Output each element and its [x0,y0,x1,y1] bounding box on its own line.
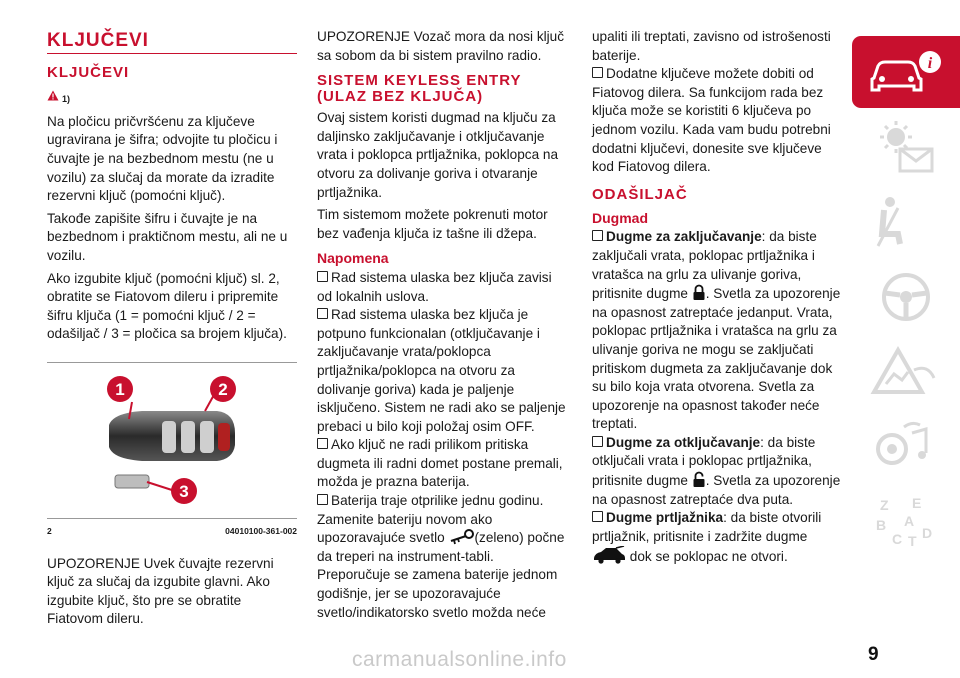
column-3 [592,28,842,567]
tab-warning[interactable] [852,336,960,408]
bullet-icon [592,511,603,522]
note-heading: Napomena [317,250,389,267]
page-number: 9 [868,644,879,665]
tab-media[interactable] [852,411,960,483]
callout-line [147,482,175,491]
bullet-text: Baterija traje otprilike jednu godinu. Zamenite bateriju novom ako upozoravajuće svetlo [317,493,544,546]
key-plate [115,475,149,488]
bullet-item [317,436,569,492]
svg-text:T: T [908,533,917,549]
svg-text:i: i [927,55,933,72]
title-rule [47,53,297,54]
bullet-icon [317,308,328,319]
tab-steering[interactable] [852,261,960,333]
svg-text:C: C [892,531,903,547]
lock-icon [692,284,706,301]
bullet-item [592,509,842,567]
svg-text:D: D [922,525,933,541]
tab-seat[interactable] [852,186,960,258]
bullet-icon [592,436,603,447]
fob-button [181,421,195,453]
key-warning-light-icon [449,529,475,545]
tab-car-info[interactable] [852,36,960,108]
column-1 [47,28,297,633]
trunk-open-icon [592,546,626,564]
bullet-item [592,434,842,509]
bullet-text: : da biste otvorili prtljažnik, pritisnite i zadržite dugme [592,510,822,544]
paragraph: Tim sistemom možete pokrenuti motor bez vađenja ključa iz tašne ili džepa. [317,207,548,241]
fob-button [162,421,176,453]
bullet-item [592,65,842,177]
callout-label: 1 [115,379,125,399]
section-heading: SISTEM KEYLESS ENTRY (ULAZ BEZ KLJUČA) [317,72,522,106]
fob-panic-button [218,423,230,451]
svg-text:Z: Z [880,497,889,513]
bullet-text: . Svetla za upozorenje na opasnost zatreptaće jedanput. Vrata, poklopac prtljažnika i vratašca na grlu za ulivanje goriva ne mogu se zaključati pritiskom dugmeta za zaključavanje dok su bilo koja vrata otvorena. Svetla za upozorenje na opasnost također neće treptati. [592,286,841,432]
seat-belt-icon [868,194,944,250]
callout-label: 3 [179,481,189,501]
bullet-icon [317,271,328,282]
bullet-icon [317,494,328,505]
car-info-icon [868,48,944,96]
media-settings-icon [868,419,944,475]
figure-caption [47,518,297,541]
paragraph: Takođe zapišite šifru i čuvajte je na bezbednom i praktičnom mestu, ali ne u vozilu. [47,210,288,263]
callout-label: 2 [218,379,228,399]
bullet-text: : da biste zaključali vrata, poklopac prtljažnika i vratašca na grlu za ulivanje goriva, pritisnite dugme [592,229,817,302]
figure-number: 2 [47,525,52,536]
watermark: carmanualsonline.info [352,648,567,671]
warning-road-icon [868,344,944,400]
paragraph: Na pločicu pričvršćenu za ključeve ugravirana je šifra; odvojite tu pločicu i čuvajte je na bezbednom mestu (ne u vozilu) za slučaj da morate da izradite rezervni ključ (pomoćni ključ). [47,113,278,204]
paragraph: upaliti ili treptati, zavisno od istrošenosti baterije. [592,29,831,63]
bullet-text: (zeleno) počne da treperi na instrument-tabli. Preporučuje se zamena baterije jednom godišnje, jer se upozoravajuće svetlo/indikatorsko svetlo možda neće [317,530,565,620]
bullet-icon [317,438,328,449]
paragraph: UPOZORENJE Vozač mora da nosi ključ sa sobom da bi sistem pravilno radio. [317,29,565,63]
warning-triangle-icon [47,90,59,101]
button-name: Dugme prtljažnika [606,510,724,526]
key-illustration [47,363,297,518]
bullet-item [592,228,842,434]
bullet-text: dok se poklopac ne otvori. [629,549,788,565]
bullet-text: Ako ključ ne radi prilikom pritiska dugmeta ili radni domet postane premali, možda je prazna baterija. [317,437,563,490]
button-name: Dugme za otključavanje [606,434,761,450]
bullet-icon [592,67,603,78]
tab-lights[interactable] [852,111,960,183]
figure-code: 04010100-361-002 [225,525,297,536]
bullet-text: . Svetla za upozorenje na opasnost zatreptaće dva puta. [592,473,841,507]
paragraph: Ovaj sistem koristi dugmad na ključu za daljinsko zaključavanje i otključavanje vrata i poklopca prtljažnika, poklopca na otvoru za dolivanje goriva i otvaranje prtljažnika. [317,110,559,200]
paragraph: Ako izgubite ključ (pomoćni ključ) sl. 2, obratite se Fiatovom dileru i pripremite šifru ključa (1 = pomoćni ključ / 2 = odašiljač / 3 = pločica sa brojem ključa). [47,270,287,342]
bullet-item [317,306,569,436]
paragraph: UPOZORENJE Uvek čuvajte rezervni ključ za slučaj da izgubite glavni. Ako izgubite ključ, što pre se obratite Fiatovom dileru. [47,555,274,627]
bullet-icon [592,230,603,241]
key-figure [47,362,297,518]
bullet-text: Rad sistema ulaska bez ključa zavisi od lokalnih uslova. [317,269,552,304]
chapter-sidebar [852,36,960,561]
bullet-text: Rad sistema ulaska bez ključa je potpuno funkcionalan (otključavanje i zaključavanje vrata/poklopca prtljažnika/poklopca na otvoru za dolivanje goriva) kada je paljenje isključeno. Sistem ne radi ako se paljenje prebaci u bilo koji položaj osim OFF. [317,307,566,434]
bullet-text: Dodatne ključeve možete dobiti od Fiatovog dilera. Sa funkcijom rada bez ključa može se koristiti 6 ključeva po jednom vozilu. Kada vam budu potrebni dodatni ključevi, donesite sve ključeve kod Fiatovog dilera. [592,66,831,175]
subsection-title: KLJUČEVI [47,63,130,81]
fob-button [200,421,214,453]
section-title: KLJUČEVI [47,30,149,51]
column-2 [317,28,569,622]
section-heading: ODAŠILJAČ [592,185,688,203]
svg-text:B: B [876,517,887,533]
warning-reference [47,90,297,109]
svg-text:E: E [912,495,922,511]
button-name: Dugme za zaključavanje [606,229,762,245]
subheading: Dugmad [592,209,648,226]
alphabet-index-icon [868,494,944,550]
lights-mail-icon [868,119,944,175]
warning-ref-number: 1) [62,94,71,105]
bullet-text: : da biste otključali vrata i poklopac prtljažnika, pritisnite dugme [592,434,816,489]
unlock-icon [692,471,706,488]
svg-text:A: A [904,513,915,529]
steering-wheel-icon [868,269,944,325]
bullet-item [317,492,569,622]
bullet-item [317,269,569,306]
tab-index[interactable] [852,486,960,558]
